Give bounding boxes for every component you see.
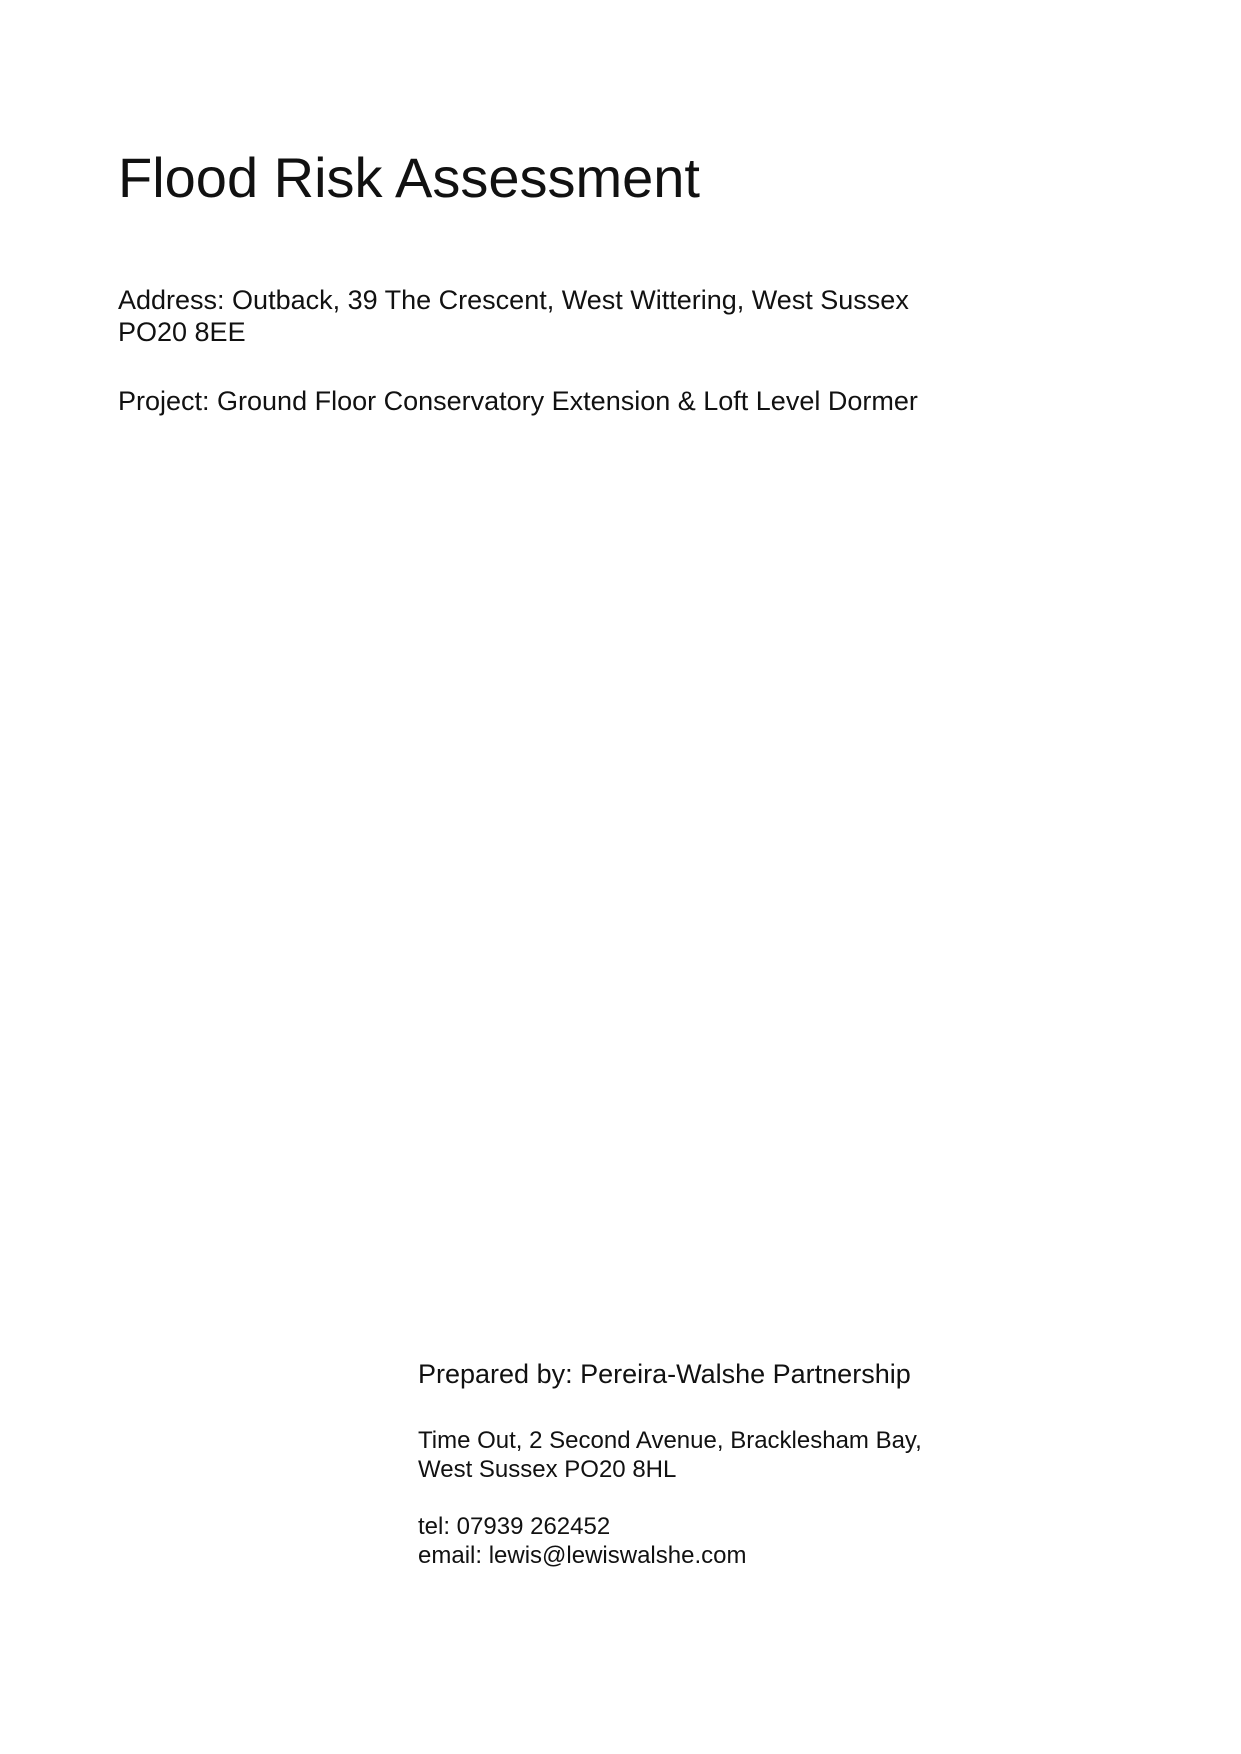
address-line-2: PO20 8EE xyxy=(118,317,246,347)
office-address xyxy=(418,1426,922,1484)
project-description: Project: Ground Floor Conservatory Extension & Loft Level Dormer xyxy=(118,386,918,416)
contact-details xyxy=(418,1512,746,1570)
office-address-line-2: West Sussex PO20 8HL xyxy=(418,1456,677,1483)
document-title: Flood Risk Assessment xyxy=(118,146,700,209)
address-line-1: Address: Outback, 39 The Crescent, West Wittering, West Sussex xyxy=(118,285,909,315)
email: email: lewis@lewiswalshe.com xyxy=(418,1542,747,1569)
office-address-line-1: Time Out, 2 Second Avenue, Bracklesham Bay, xyxy=(418,1427,922,1454)
prepared-by: Prepared by: Pereira-Walshe Partnership xyxy=(418,1359,911,1389)
telephone: tel: 07939 262452 xyxy=(418,1513,611,1540)
site-address xyxy=(118,284,998,348)
